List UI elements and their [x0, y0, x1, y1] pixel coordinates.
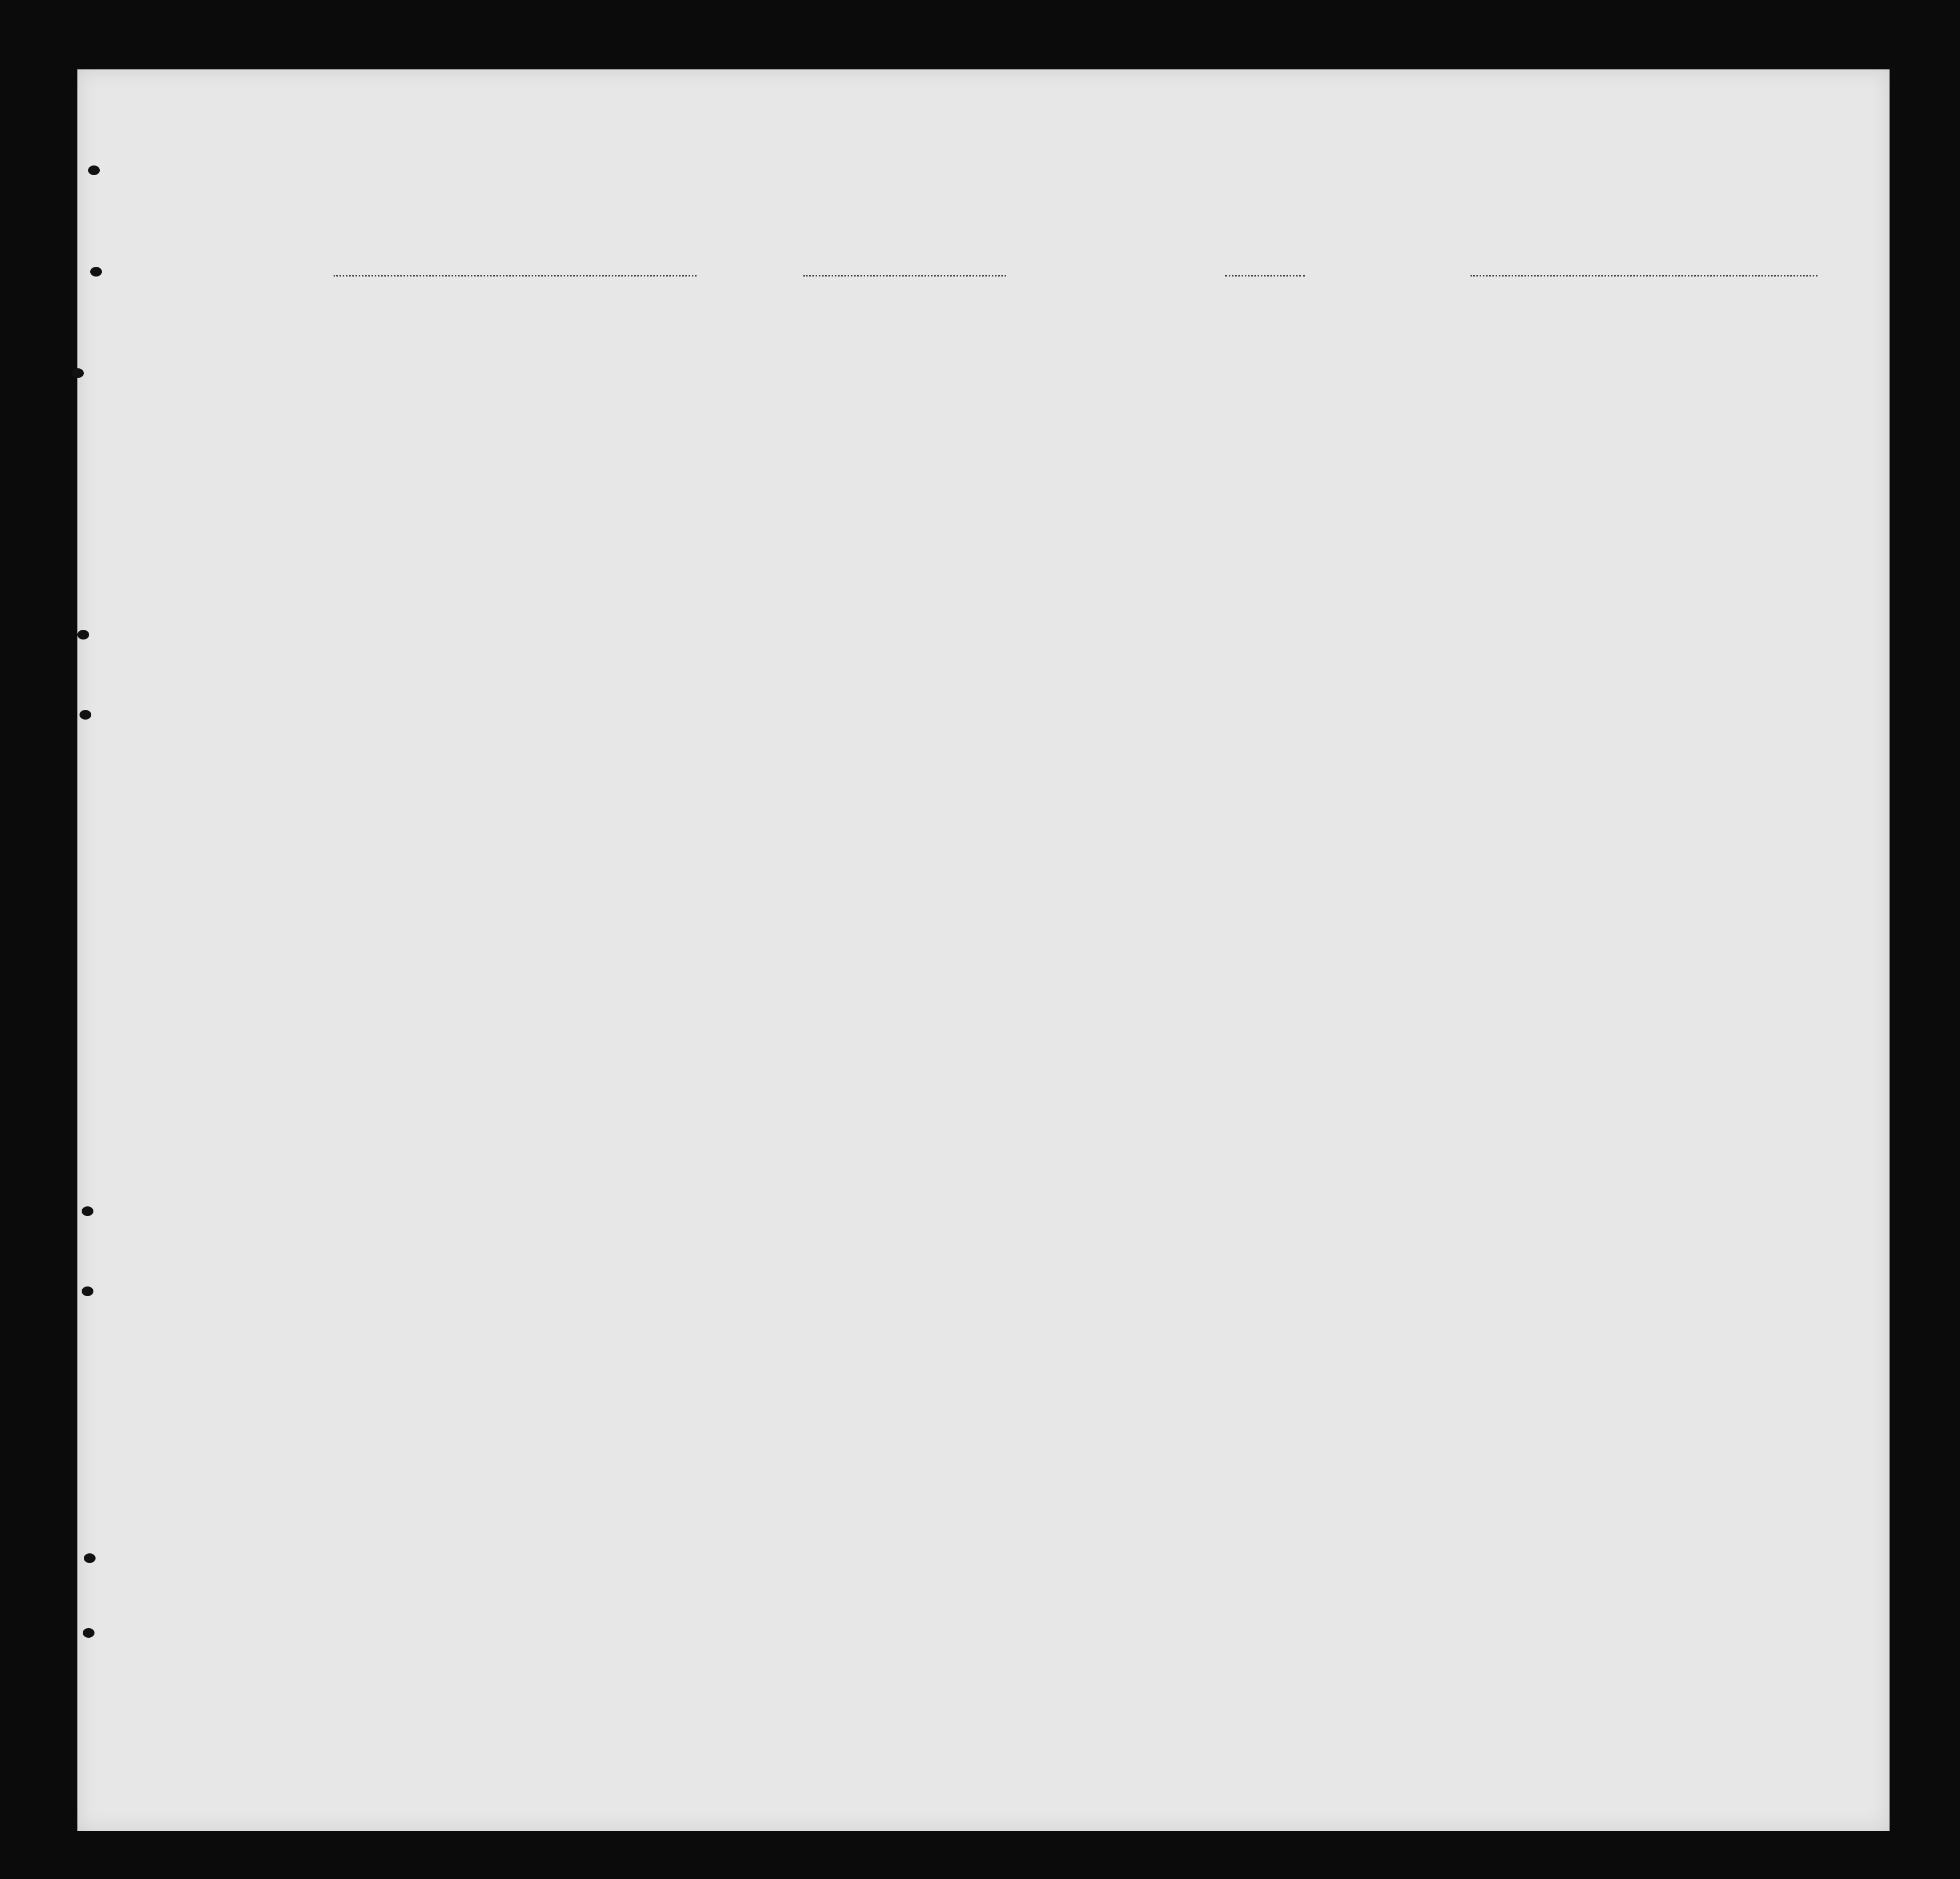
vessel-dotted-line	[334, 275, 697, 277]
punch-hole	[82, 1286, 93, 1296]
punch-hole	[80, 710, 91, 720]
arriving-dotted-line	[803, 275, 1006, 277]
from-dotted-line	[1471, 275, 1817, 277]
manifest-sheet	[77, 69, 1890, 1831]
punch-hole	[72, 368, 84, 378]
punch-hole	[84, 1553, 96, 1563]
punch-hole	[82, 1206, 93, 1216]
punch-hole	[88, 165, 100, 175]
punch-hole	[77, 630, 89, 640]
punch-hole	[90, 267, 102, 277]
year-dotted-line	[1225, 275, 1305, 277]
punch-hole	[83, 1628, 94, 1638]
